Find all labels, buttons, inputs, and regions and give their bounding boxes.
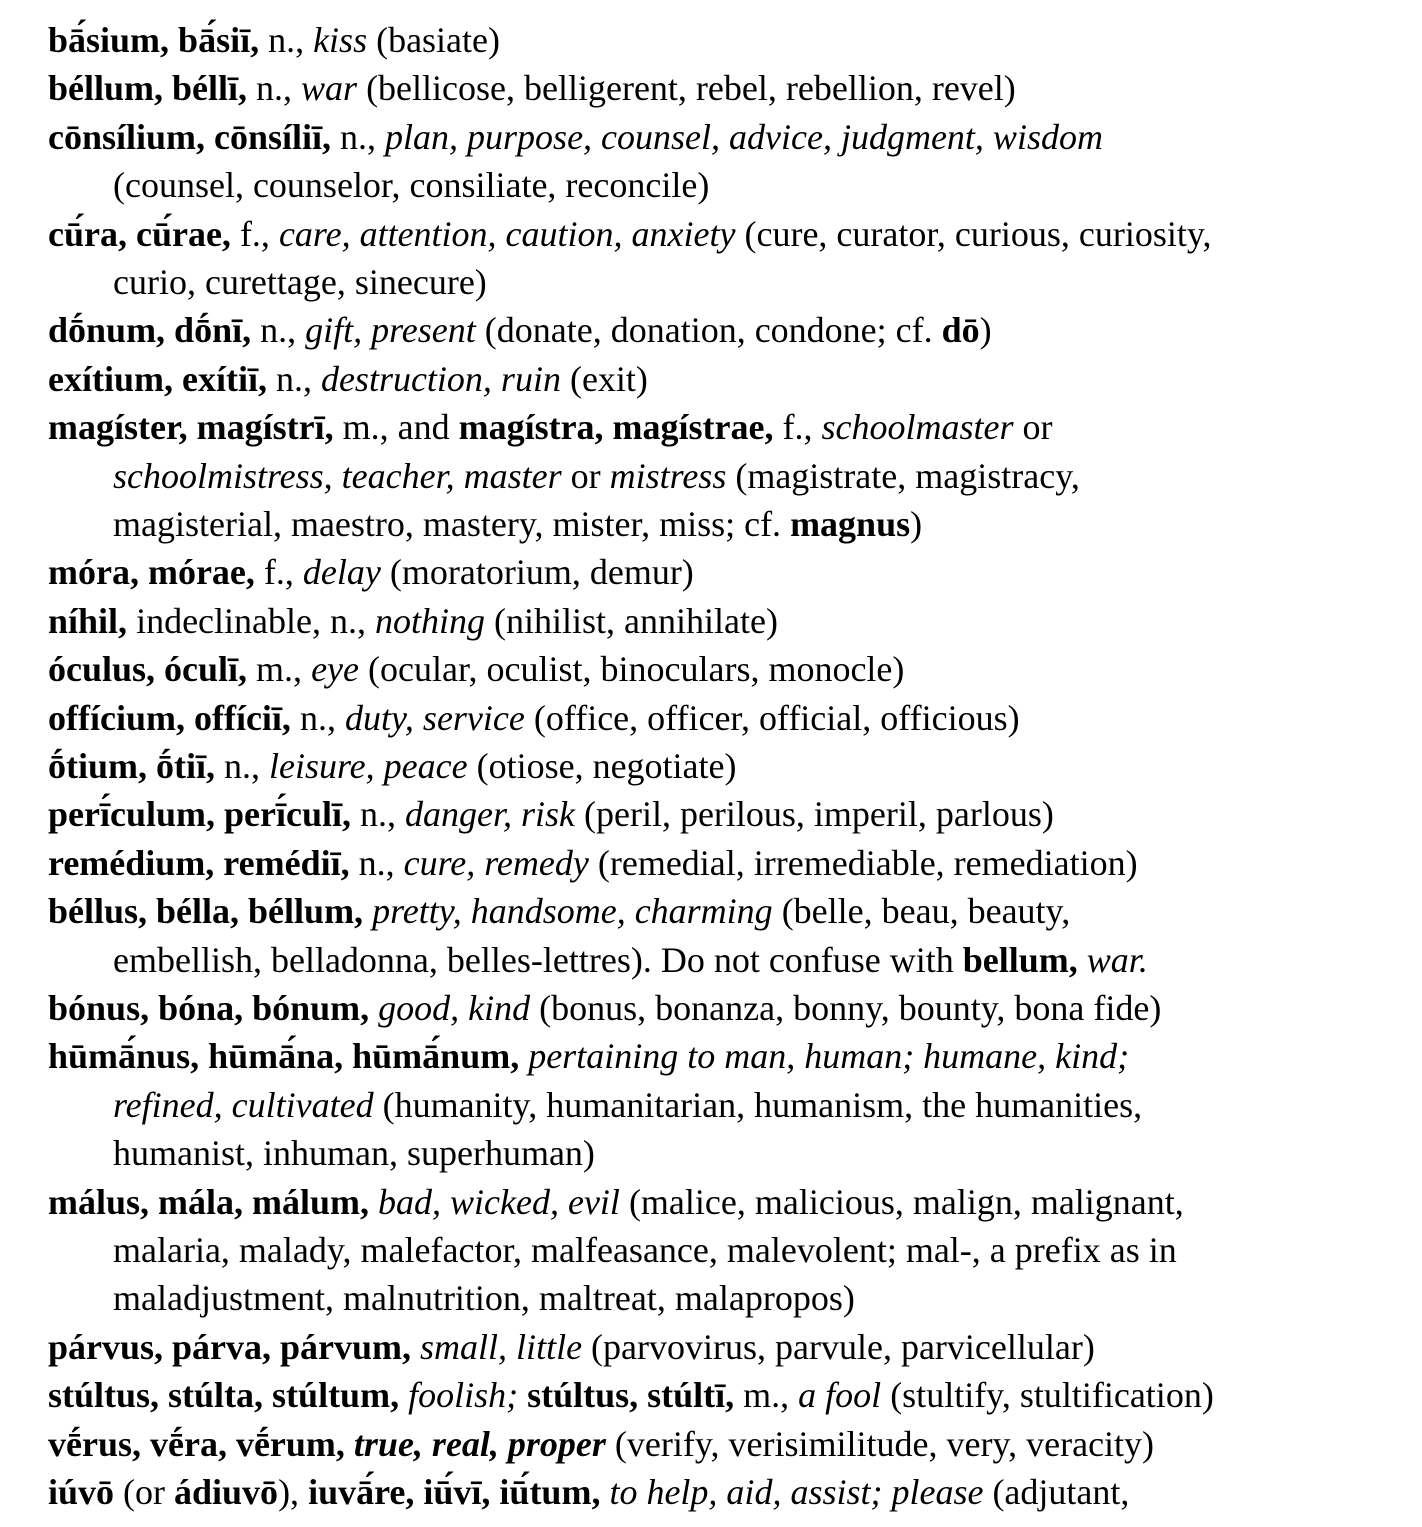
english-meaning: schoolmistress, teacher, master (113, 455, 562, 496)
definition-text (363, 891, 372, 931)
definition-text: (magistrate, magistracy, (726, 455, 1080, 496)
definition-text: (ocular, oculist, binoculars, monocle) (359, 649, 905, 690)
definition-text: maladjustment, malnutrition, maltreat, malapropos) (113, 1278, 855, 1319)
definition-text (1078, 940, 1087, 980)
vocab-entry (48, 645, 1378, 693)
vocab-entry (48, 790, 1378, 838)
definition-text: (counsel, counselor, consiliate, reconcile) (113, 165, 710, 206)
headword: bónus, bóna, bónum, (48, 988, 370, 1028)
definition-text: (moratorium, demur) (380, 552, 694, 593)
definition-text: n., (350, 794, 405, 835)
definition-text: n., (290, 697, 345, 738)
vocab-entry (48, 355, 1378, 403)
definition-text: (donate, donation, condone; cf. (475, 310, 942, 351)
english-meaning: duty, service (344, 697, 525, 738)
definition-text (345, 1424, 354, 1464)
english-meaning: true, real, proper (353, 1423, 606, 1464)
definition-text: (remedial, irremediable, remediation) (588, 842, 1138, 883)
latin-form: dō (941, 310, 980, 351)
definition-text: n., (251, 310, 306, 351)
vocab-entry (48, 403, 1378, 548)
definition-text: n., (349, 842, 404, 883)
english-meaning: delay (302, 552, 381, 593)
definition-text: (malice, malicious, malign, malignant, (619, 1181, 1184, 1222)
entry-line (48, 1468, 1378, 1516)
vocab-entry (48, 887, 1378, 984)
latin-form: iuvā́re, iū́vī, iū́tum, (308, 1472, 601, 1512)
definition-text (518, 1375, 527, 1415)
definition-text: (cure, curator, curious, curiosity, (735, 213, 1212, 254)
english-meaning: gift, present (305, 310, 476, 351)
vocab-entry (48, 839, 1378, 887)
definition-text (399, 1375, 408, 1415)
entry-line (48, 887, 1378, 935)
vocab-entry (48, 597, 1378, 645)
definition-text: (verify, verisimilitude, very, veracity) (605, 1423, 1155, 1464)
definition-text: (belle, beau, beauty, (772, 891, 1071, 932)
english-meaning: war. (1086, 939, 1148, 980)
vocab-entry (48, 548, 1378, 596)
definition-text: ) (979, 310, 992, 351)
english-meaning: schoolmaster (821, 407, 1014, 448)
headword: hūmā́nus, hūmā́na, hūmā́num, (48, 1036, 520, 1077)
definition-text: humanist, inhuman, superhuman) (113, 1133, 595, 1174)
latin-form: magístra, magístrae, (458, 407, 774, 448)
definition-text: ), (278, 1472, 309, 1512)
entry-line (48, 16, 1378, 64)
definition-text: embellish, belladonna, belles-lettres). Do not confuse with (113, 939, 963, 980)
vocab-entry (48, 1178, 1378, 1323)
headword: bā́sium, bā́siī, (48, 20, 260, 60)
english-meaning: plan, purpose, counsel, advice, judgment, wisdom (385, 116, 1103, 157)
definition-text: (otiose, negotiate) (467, 746, 737, 786)
headword: béllum, béllī, (48, 68, 248, 109)
english-meaning: mistress (609, 455, 727, 496)
vocab-entry (48, 16, 1378, 64)
headword: cōnsílium, cōnsíliī, (48, 116, 332, 157)
headword: málus, mála, málum, (48, 1181, 370, 1222)
headword: móra, mórae, (48, 552, 255, 593)
vocab-entry (48, 1468, 1378, 1516)
english-meaning: nothing (374, 600, 485, 641)
definition-text: (exit) (560, 358, 648, 399)
headword: óculus, óculī, (48, 649, 248, 690)
definition-text: m., and (333, 407, 459, 448)
english-meaning: refined, cultivated (113, 1084, 374, 1125)
latin-form: ádiuvō (174, 1472, 279, 1512)
headword: iúvō (48, 1472, 115, 1512)
vocab-entry (48, 1371, 1378, 1419)
definition-text: magisterial, maestro, mastery, mister, miss; cf. (113, 503, 791, 544)
latin-form: bellum, (962, 939, 1078, 980)
english-meaning: destruction, ruin (320, 358, 561, 399)
entry-line (48, 694, 1378, 742)
headword: béllus, bélla, béllum, (48, 891, 364, 932)
definition-text: or (1013, 407, 1053, 448)
definition-text (411, 1327, 420, 1367)
vocab-entry (48, 113, 1378, 210)
english-meaning: leisure, peace (269, 746, 468, 786)
headword: offícium, offíciī, (48, 697, 291, 738)
english-meaning: a fool (798, 1375, 882, 1416)
vocab-entry (48, 1323, 1378, 1371)
entry-line (48, 1323, 1378, 1371)
definition-text: m., (247, 649, 312, 690)
entry-line (48, 210, 1378, 258)
entry-line (48, 742, 1378, 790)
english-meaning: pertaining to man, human; humane, kind; (528, 1036, 1130, 1077)
entry-line (48, 645, 1378, 693)
entry-continuation-line (48, 936, 1378, 984)
entry-line (48, 1371, 1378, 1419)
definition-text: malaria, malady, malefactor, malfeasance, malevolent; mal-, a prefix as in (113, 1229, 1177, 1270)
entry-line (48, 64, 1378, 112)
entry-line (48, 1420, 1378, 1468)
definition-text: m., (734, 1375, 799, 1416)
definition-text (519, 1036, 528, 1076)
english-meaning: eye (311, 649, 359, 690)
definition-text: n., (331, 116, 386, 157)
headword: remédium, remédiī, (48, 842, 350, 883)
headword: ṓtium, ṓtiī, (48, 746, 215, 786)
headword: exítium, exítiī, (48, 358, 267, 399)
definition-text: (adjutant, (983, 1472, 1130, 1512)
entry-continuation-line (48, 1226, 1378, 1274)
entry-continuation-line (48, 1081, 1378, 1129)
definition-text: ) (910, 503, 923, 544)
entry-line (48, 597, 1378, 645)
latin-form: stúltus, stúltī, (527, 1375, 735, 1416)
headword: párvus, párva, párvum, (48, 1326, 412, 1367)
vocab-entry (48, 742, 1378, 790)
definition-text: (humanity, humanitarian, humanism, the humanities, (373, 1084, 1143, 1125)
entry-continuation-line (48, 161, 1378, 209)
english-meaning: kiss (313, 20, 368, 60)
headword: vḗrus, vḗra, vḗrum, (48, 1423, 345, 1464)
definition-text: (stultify, stultification) (881, 1375, 1214, 1416)
english-meaning: pretty, handsome, charming (372, 891, 773, 932)
vocab-entry (48, 1032, 1378, 1177)
definition-text: indeclinable, n., (127, 600, 375, 641)
definition-text: n., (247, 68, 302, 109)
english-meaning: good, kind (378, 988, 531, 1028)
definition-text: (parvovirus, parvule, parvicellular) (582, 1326, 1095, 1367)
english-meaning: small, little (420, 1326, 583, 1367)
definition-text: (bellicose, belligerent, rebel, rebellion, revel) (357, 68, 1016, 109)
entry-line (48, 790, 1378, 838)
definition-text: f., (773, 407, 822, 448)
definition-text: n., (266, 358, 321, 399)
entry-continuation-line (48, 1274, 1378, 1322)
entry-line (48, 548, 1378, 596)
headword: magíster, magístrī, (48, 407, 334, 448)
vocab-entry (48, 694, 1378, 742)
entry-continuation-line (48, 500, 1378, 548)
headword: cū́ra, cū́rae, (48, 213, 231, 254)
definition-text: (or (114, 1472, 175, 1512)
english-meaning: cure, remedy (403, 842, 589, 883)
definition-text: (office, officer, official, officious) (524, 697, 1020, 738)
definition-text: or (561, 455, 610, 496)
english-meaning: war (301, 68, 358, 109)
headword: dṓnum, dṓnī, (48, 310, 252, 351)
definition-text: (nihilist, annihilate) (485, 600, 778, 641)
entry-continuation-line (48, 452, 1378, 500)
entry-line (48, 839, 1378, 887)
headword: stúltus, stúlta, stúltum, (48, 1375, 400, 1416)
definition-text (369, 1182, 378, 1222)
vocab-entry (48, 64, 1378, 112)
definition-text (369, 988, 378, 1028)
english-meaning: danger, risk (404, 794, 575, 835)
entry-line (48, 984, 1378, 1032)
definition-text: n., (259, 20, 314, 60)
latin-form: magnus (790, 503, 911, 544)
vocab-entry (48, 984, 1378, 1032)
vocab-entry (48, 1420, 1378, 1468)
definition-text: curio, curettage, sinecure) (113, 261, 487, 302)
definition-text: f., (254, 552, 303, 593)
english-meaning: bad, wicked, evil (378, 1181, 620, 1222)
headword: níhil, (48, 600, 128, 641)
vocab-entry (48, 210, 1378, 307)
headword: perī́culum, perī́culī, (48, 794, 351, 835)
entry-line (48, 306, 1378, 354)
english-meaning: foolish; (408, 1375, 519, 1416)
entry-line (48, 113, 1378, 161)
entry-continuation-line (48, 258, 1378, 306)
entry-line (48, 1178, 1378, 1226)
entry-line (48, 403, 1378, 451)
definition-text: (basiate) (367, 20, 501, 60)
entry-continuation-line (48, 1129, 1378, 1177)
definition-text: n., (215, 746, 269, 786)
vocab-entry (48, 306, 1378, 354)
definition-text: f., (230, 213, 279, 254)
entry-line (48, 355, 1378, 403)
entry-line (48, 1032, 1378, 1080)
english-meaning: to help, aid, assist; please (609, 1472, 984, 1512)
english-meaning: care, attention, caution, anxiety (278, 213, 736, 254)
definition-text: (peril, perilous, imperil, parlous) (574, 794, 1054, 835)
definition-text: (bonus, bonanza, bonny, bounty, bona fide) (530, 988, 1162, 1028)
